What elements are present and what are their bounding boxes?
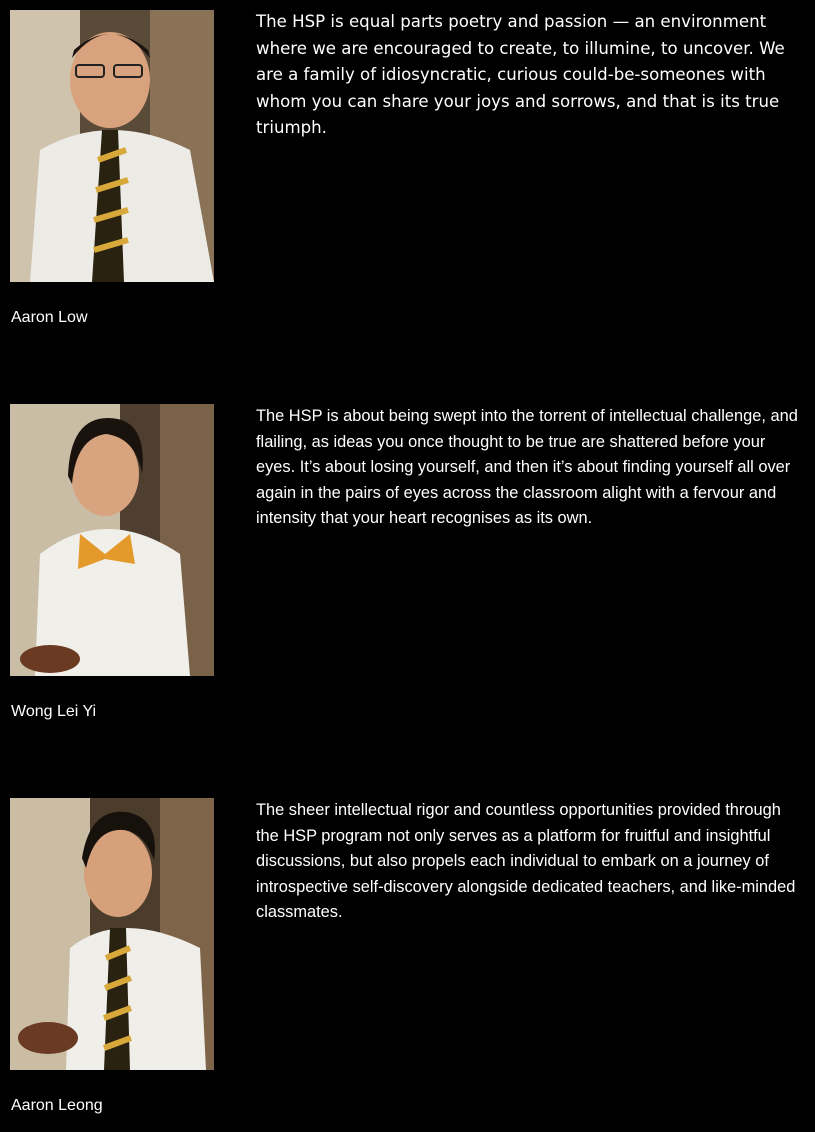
testimonial-aaron-low [0, 10, 815, 340]
testimonial-aaron-leong [0, 798, 815, 1128]
testimonial-quote: The HSP is about being swept into the torrent of intellectual challenge, and flailing, as ideas you once thought to be true are shattered before your eyes. It’s about losing yourself, and then it’s about finding yourself all over again in the pairs of eyes across the classroom alight with a fervour and intensity that your heart recognises as its own. [256, 407, 798, 527]
portrait-photo [10, 404, 214, 676]
testimonial-name: Aaron Leong [11, 1097, 103, 1114]
portrait-photo [10, 798, 214, 1070]
testimonial-name: Wong Lei Yi [11, 703, 97, 720]
testimonial-wong-lei-yi [0, 404, 815, 734]
testimonial-quote: The sheer intellectual rigor and countless opportunities provided through the HSP program not only serves as a platform for fruitful and insightful discussions, but also propels each individual to embark on a journey of introspective self-discovery alongside dedicated teachers, and like-minded classmates. [256, 801, 796, 921]
testimonial-quote: The HSP is equal parts poetry and passion — an environment where we are encouraged to create, to illumine, to uncover. We are a family of idiosyncratic, curious could-be-someones with whom you can share your joys and sorrows, and that is its true triumph. [256, 12, 785, 137]
testimonial-name: Aaron Low [11, 309, 88, 326]
portrait-photo [10, 10, 214, 282]
